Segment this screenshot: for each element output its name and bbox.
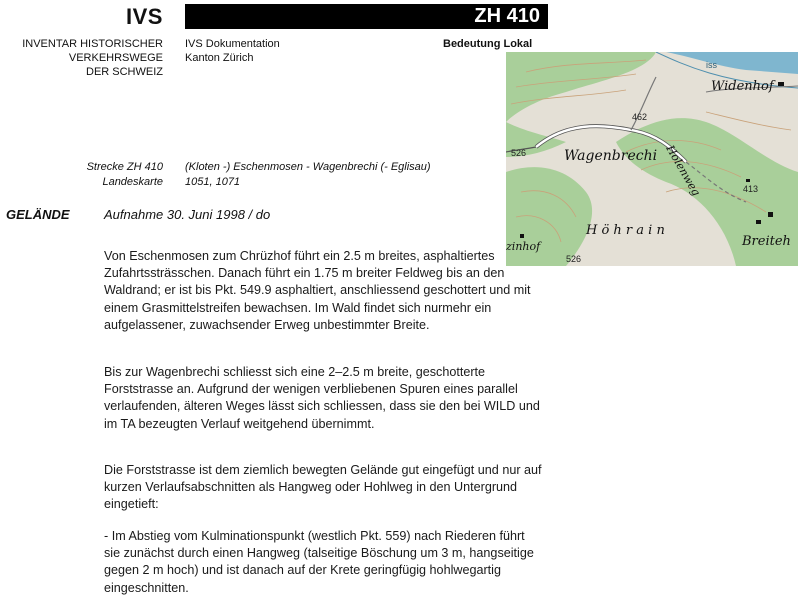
title-bar — [185, 4, 548, 29]
route-code: ZH 410 — [474, 5, 540, 27]
map-label-widenhof: Widenhof — [711, 79, 774, 94]
paragraph-4: - Im Abstieg vom Kulminationspunkt (westlich Pkt. 559) nach Riederen führt sie zunächst durch einen Hangweg (talseitige Böschung um 3 m, hangseitige gegen 2 m hoch) und ist danach auf der Krete geringfügig hohlwegartig eingeschnitten. — [104, 529, 534, 595]
inventar-line-2: VERKEHRSWEGE — [68, 52, 163, 64]
map-label-hohrain: H ö h r a i n — [586, 223, 665, 238]
doc-line-2: Kanton Zürich — [185, 52, 254, 64]
map-label-462: 462 — [632, 112, 648, 122]
inventar-line-3: DER SCHWEIZ — [86, 66, 163, 78]
map-label-526-west: 526 — [511, 148, 527, 158]
map-label-breiteh: Breiteh — [742, 234, 791, 249]
paragraph-1: Von Eschenmosen zum Chrüzhof führt ein 2.5 m breites, asphaltiertes Zufahrtssträsschen. Danach führt ein 1.75 m breiter Feldweg bis an den Waldrand; er ist bis Pkt. 549.9 asphaltiert, anschliessend geschottert und mit einem Grasmittelstreifen bewachsen. Im Wald findet sich nurmehr ein aufgelassener, zuwachsender Erweg unbestimmter Breite. — [104, 249, 531, 332]
strecke-label: Strecke ZH 410 — [86, 161, 163, 173]
doc-line-1: IVS Dokumentation — [185, 38, 280, 50]
landeskarte-label: Landeskarte — [102, 176, 163, 188]
map-svg — [506, 52, 798, 266]
paragraph-3: Die Forststrasse ist dem ziemlich bewegten Gelände gut eingefügt und nur auf kurzen Verlaufsabschnitten als Hangweg oder Hohlweg in den Untergrund eingetieft: — [104, 463, 542, 512]
section-heading: GELÄNDE — [6, 207, 70, 222]
bedeutung-label: Bedeutung Lokal — [443, 38, 533, 50]
ivs-title: IVS — [126, 4, 163, 29]
map-label-zinhof: zinhof — [506, 240, 541, 253]
map-label-413: 413 — [743, 184, 759, 194]
map-label-526: 526 — [566, 254, 582, 264]
strecke-value: (Kloten -) Eschenmosen - Wagenbrechi (- Eglisau) — [185, 161, 431, 173]
map-label-riss: iss — [706, 60, 717, 70]
paragraph-2: Bis zur Wagenbrechi schliesst sich eine 2–2.5 m breite, geschotterte Forststrasse an. Aufgrund der wenigen verbliebenen Spuren eines parallel verlaufenden, älteren Weges lässt sich schliessen, dass sie den bei WILD und im TA bezeugten Verlauf weitgehend übernimmt. — [104, 365, 540, 431]
aufnahme-line: Aufnahme 30. Juni 1998 / do — [104, 207, 271, 222]
map-label-holenweg: Holenweg — [663, 143, 703, 199]
topographic-map — [506, 52, 798, 266]
map-label-wagenbrechi: Wagenbrechi — [564, 148, 658, 164]
inventar-line-1: INVENTAR HISTORISCHER — [22, 38, 163, 50]
landeskarte-value: 1051, 1071 — [185, 176, 241, 188]
